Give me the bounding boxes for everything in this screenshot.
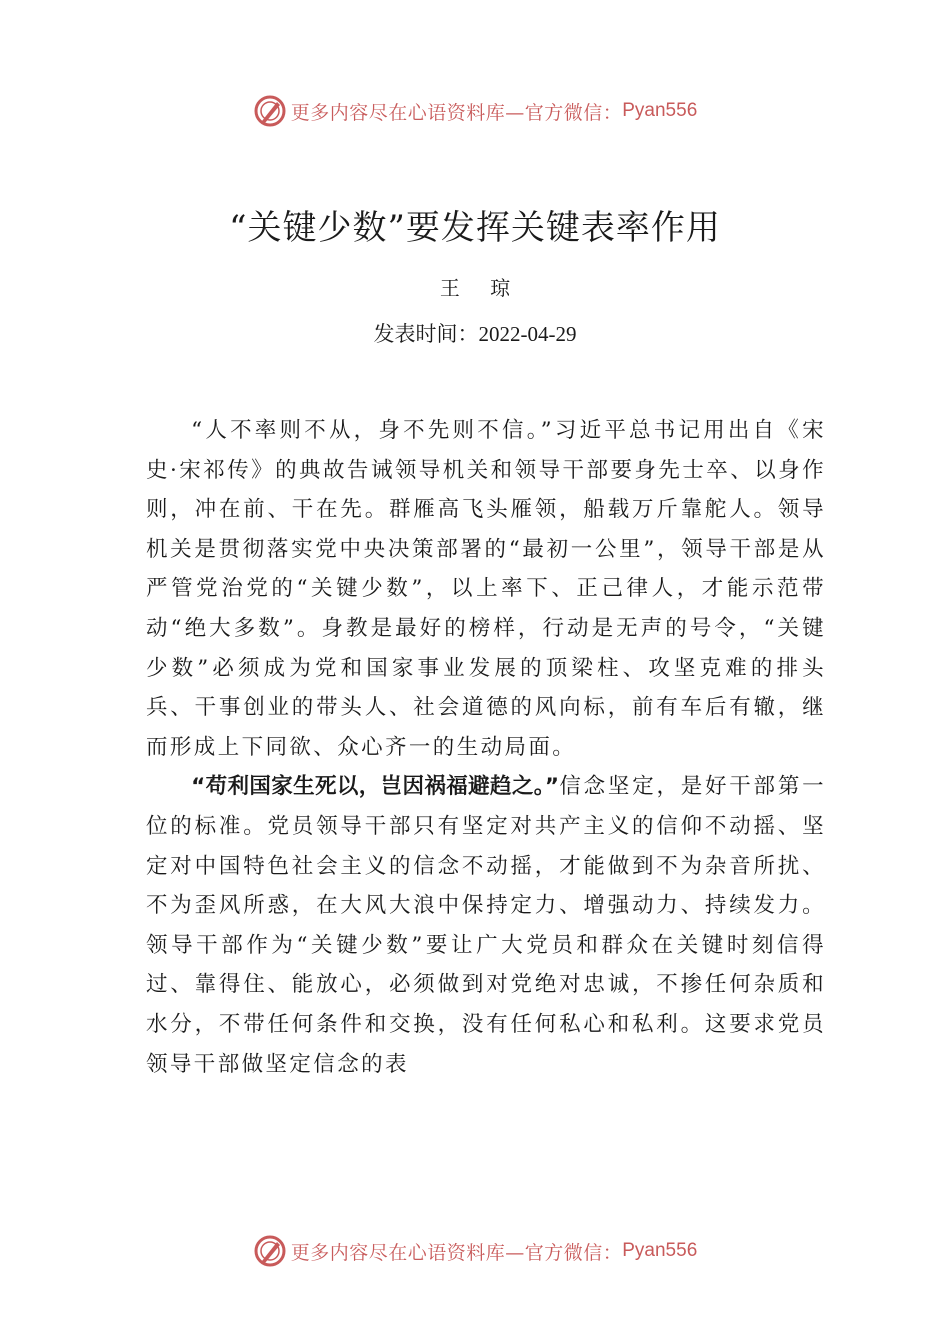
publish-date <box>0 318 950 348</box>
pen-logo-icon <box>253 1234 287 1268</box>
paragraph-2-quote: “苟利国家生死以，岂因祸福避趋之。” <box>191 774 559 800</box>
footer-watermark <box>0 1234 950 1268</box>
header-watermark <box>0 94 950 128</box>
publish-date-value: 2022-04-29 <box>478 322 577 346</box>
watermark-text: 更多内容尽在心语资料库—官方微信： <box>290 101 623 124</box>
paragraph-2-text: 信念坚定，是好干部第一位的标准。党员领导干部只有坚定对共产主义的信仰不动摇、坚定对中国特色社会主义的信念不动摇，才能做到不为杂音所扰、不为歪风所惑，在大风大浪中保持定力、增强动力、持续发力。领导干部作为“关键少数”要让广大党员和群众在关键时刻信得过、靠得住、能放心，必须做到对党绝对忠诚，不掺任何杂质和水分，不带任何条件和交换，没有任何私心和私利。这要求党员领导干部做坚定信念的表 <box>146 774 827 1077</box>
article-author: 王 琼 <box>439 276 523 300</box>
publish-date-label: 发表时间： <box>373 322 479 346</box>
watermark-text: 更多内容尽在心语资料库—官方微信： <box>290 1241 623 1264</box>
article-body <box>146 411 826 1084</box>
paragraph-2 <box>146 767 826 1084</box>
pen-logo-icon <box>253 94 287 128</box>
paragraph-1: “人不率则不从，身不先则不信。”习近平总书记用出自《宋史·宋祁传》的典故告诫领导机关和领导干部要身先士卒、以身作则，冲在前、干在先。群雁高飞头雁领，船载万斤靠舵人。领导机关是贯彻落实党中央决策部署的“最初一公里”，领导干部是从严管党治党的“关键少数”，以上率下、正己律人，才能示范带动“绝大多数”。身教是最好的榜样，行动是无声的号令，“关键少数”必须成为党和国家事业发展的顶梁柱、攻坚克难的排头兵、干事创业的带头人、社会道德的风向标，前有车后有辙，继而形成上下同欲、众心齐一的生动局面。 <box>146 418 826 760</box>
article-title: “关键少数”要发挥关键表率作用 <box>229 208 721 248</box>
watermark-id: Pyan556 <box>622 1240 698 1261</box>
watermark-id: Pyan556 <box>622 100 698 121</box>
